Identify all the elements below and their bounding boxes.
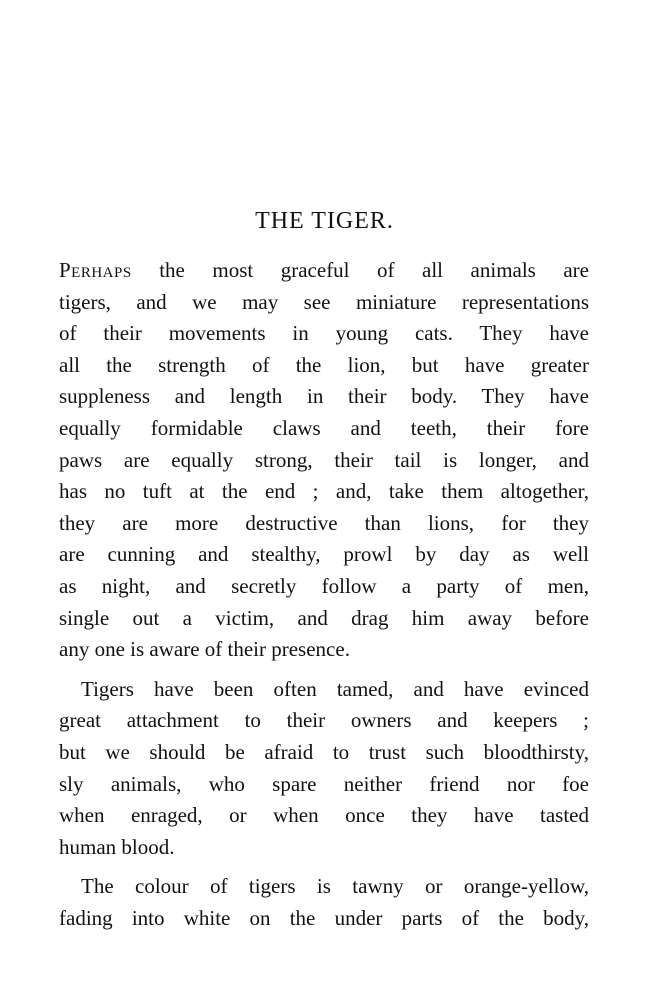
text-line: sly animals, who spare neither friend nor foe — [59, 771, 589, 796]
body-text — [59, 255, 589, 934]
text-line: Tigers have been often tamed, and have evinced — [81, 676, 589, 701]
text-line: human blood. — [59, 834, 175, 859]
text-line — [59, 255, 589, 287]
text-line: of their movements in young cats. They have — [59, 321, 589, 346]
drop-word: Perhaps — [59, 258, 132, 282]
paragraph-gap — [59, 666, 589, 674]
text-line: equally formidable claws and teeth, their fore — [59, 415, 589, 440]
text-line: all the strength of the lion, but have greater — [59, 352, 589, 377]
paragraph-1 — [59, 255, 589, 666]
text-line: great attachment to their owners and keepers ; — [59, 708, 589, 733]
text-line: they are more destructive than lions, for they — [59, 510, 589, 535]
text-line: but we should be afraid to trust such bloodthirsty, — [59, 739, 589, 764]
text-line: suppleness and length in their body. They have — [59, 384, 589, 409]
paragraph-2 — [59, 674, 589, 864]
text-line: fading into white on the under parts of the body, — [59, 905, 589, 930]
paragraph-gap — [59, 863, 589, 871]
text-line: has no tuft at the end ; and, take them altogether, — [59, 479, 589, 504]
text-line: paws are equally strong, their tail is longer, and — [59, 447, 589, 472]
text-line: any one is aware of their presence. — [59, 637, 350, 662]
text-line: The colour of tigers is tawny or orange-yellow, — [81, 874, 589, 899]
chapter-title: THE TIGER. — [255, 208, 394, 234]
paragraph-3 — [59, 871, 589, 934]
text-line: tigers, and we may see miniature representations — [59, 289, 589, 314]
text-line: are cunning and stealthy, prowl by day as well — [59, 542, 589, 567]
text-line: single out a victim, and drag him away before — [59, 605, 589, 630]
text-line: as night, and secretly follow a party of men, — [59, 573, 589, 598]
text-line: when enraged, or when once they have tasted — [59, 803, 589, 828]
text-line-content: the most graceful of all animals are — [131, 258, 589, 282]
